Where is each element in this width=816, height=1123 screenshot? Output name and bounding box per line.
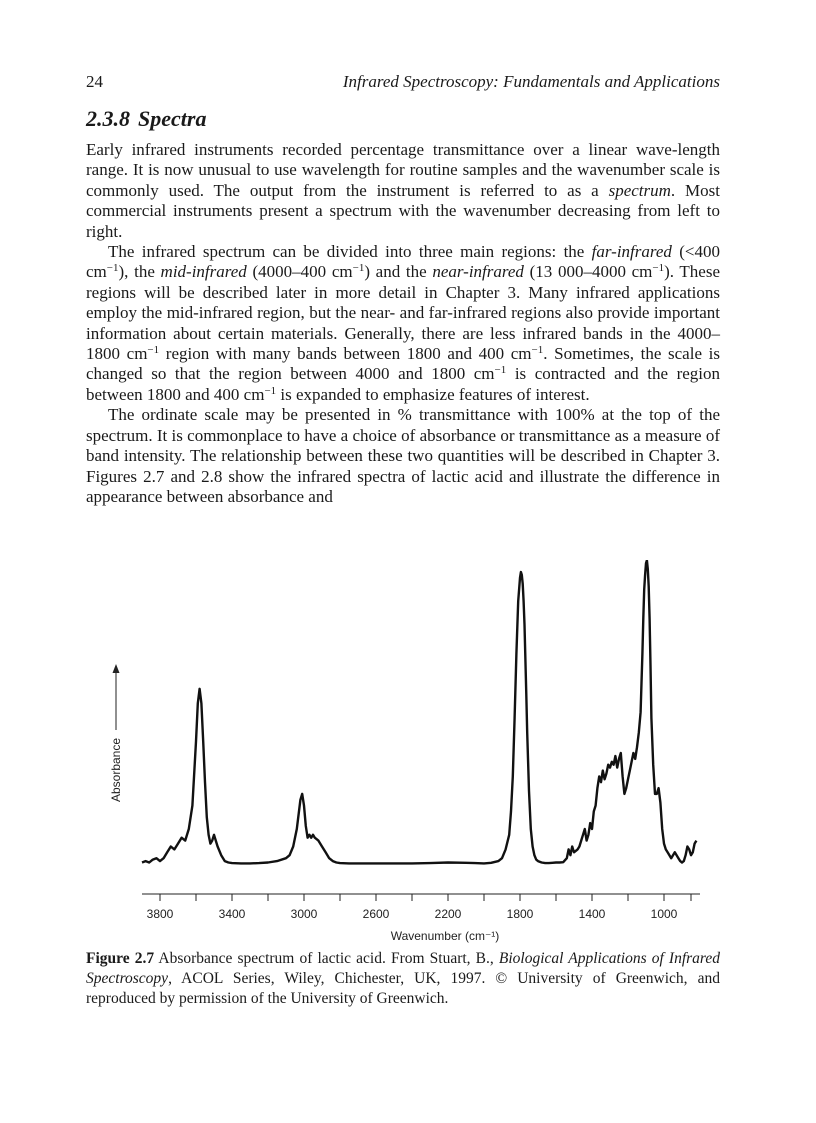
text-run: ). These regions will be described later in more detail in Chapter 3. Many infrared applications employ the mid-infrared region, but the near- and far-infrared regions also provide important information about certain materials. Generally, there are less infrared bands in the 4000–1800 cm: [86, 262, 720, 364]
x-axis-label: Wavenumber (cm⁻¹): [390, 929, 500, 943]
absorbance-spectrum-chart: [86, 560, 720, 944]
caption-text: Absorbance spectrum of lactic acid. From Stuart, B.,: [154, 950, 499, 967]
superscript: −1: [147, 344, 160, 357]
superscript: −1: [106, 262, 119, 275]
section-heading: [86, 106, 206, 132]
caption-book-title: Biological Applications of Infrared Spectroscopy: [86, 950, 721, 987]
text-run: is expanded to emphasize features of interest.: [276, 384, 590, 404]
superscript: −1: [652, 262, 665, 275]
x-tick-label-3000: 3000: [290, 907, 318, 921]
body-text: [86, 140, 720, 507]
x-tick-label-1000: 1000: [650, 907, 678, 921]
superscript: −1: [531, 344, 544, 357]
x-tick-label-2600: 2600: [362, 907, 390, 921]
spectrum-line-0: [142, 560, 696, 863]
figure-caption: [86, 949, 720, 1009]
paragraph-1: [86, 140, 720, 242]
text-run: . Sometimes, the scale is changed so that the region between 4000 and 1800 cm: [86, 344, 720, 384]
paragraph-2: [86, 242, 720, 405]
text-run: is contracted and the region between 1800 and 400 cm: [86, 364, 720, 404]
term-far-infrared: far-infrared: [591, 242, 672, 262]
paragraph-3: The ordinate scale may be presented in % transmittance with 100% at the top of the spectrum. It is commonplace to have a choice of absorbance or transmittance as a measure of band intensity. The relationship between these two quantities will be described in Chapter 3. Figures 2.7 and 2.8 show the infrared spectra of lactic acid and illustrate the difference in appearance between absorbance and: [86, 405, 720, 506]
superscript: −1: [264, 384, 277, 397]
text-run: The infrared spectrum can be divided into three main regions: the: [108, 242, 592, 262]
text-run: . Most commercial instruments present a spectrum with the wavenumber decreasing from left to right.: [86, 180, 720, 241]
page-number: 24: [86, 72, 103, 91]
text-run: (4000–400 cm: [246, 262, 353, 282]
x-tick-label-3400: 3400: [218, 907, 246, 921]
term-mid-infrared: mid-infrared: [160, 262, 247, 282]
x-tick-label-2200: 2200: [434, 907, 462, 921]
text-run: region with many bands between 1800 and 400 cm: [159, 344, 532, 364]
caption-label: Figure 2.7: [86, 950, 155, 967]
section-number: 2.3.8: [86, 106, 130, 131]
x-tick-label-1800: 1800: [506, 907, 534, 921]
superscript: −1: [352, 262, 365, 275]
text-run: (13 000–4000 cm: [523, 262, 653, 282]
running-title: Infrared Spectroscopy: Fundamentals and Applications: [342, 72, 720, 91]
text-run: (<400 cm: [86, 242, 721, 282]
superscript: −1: [494, 364, 507, 377]
term-near-infrared: near-infrared: [432, 262, 524, 282]
text-run: ) and the: [364, 262, 433, 282]
text-run: Early infrared instruments recorded percentage transmittance over a linear wave-length range. It is now unusual to use wavelength for routine samples and the wavenumber scale is commonly used. The output from the instrument is referred to as a: [86, 140, 720, 200]
section-title: Spectra: [138, 106, 207, 131]
x-tick-label-3800: 3800: [146, 907, 174, 921]
x-tick-label-1400: 1400: [578, 907, 606, 921]
chart-layer: [109, 560, 700, 943]
caption-text: , ACOL Series, Wiley, Chichester, UK, 1997. © University of Greenwich, and reproduced by permission of the University of Greenwich.: [86, 970, 720, 1007]
y-axis-arrow-head: [113, 664, 120, 673]
text-run: ), the: [118, 262, 161, 282]
y-axis-label: Absorbance: [109, 737, 123, 803]
running-header: [86, 72, 720, 92]
term-spectrum: spectrum: [608, 180, 671, 200]
